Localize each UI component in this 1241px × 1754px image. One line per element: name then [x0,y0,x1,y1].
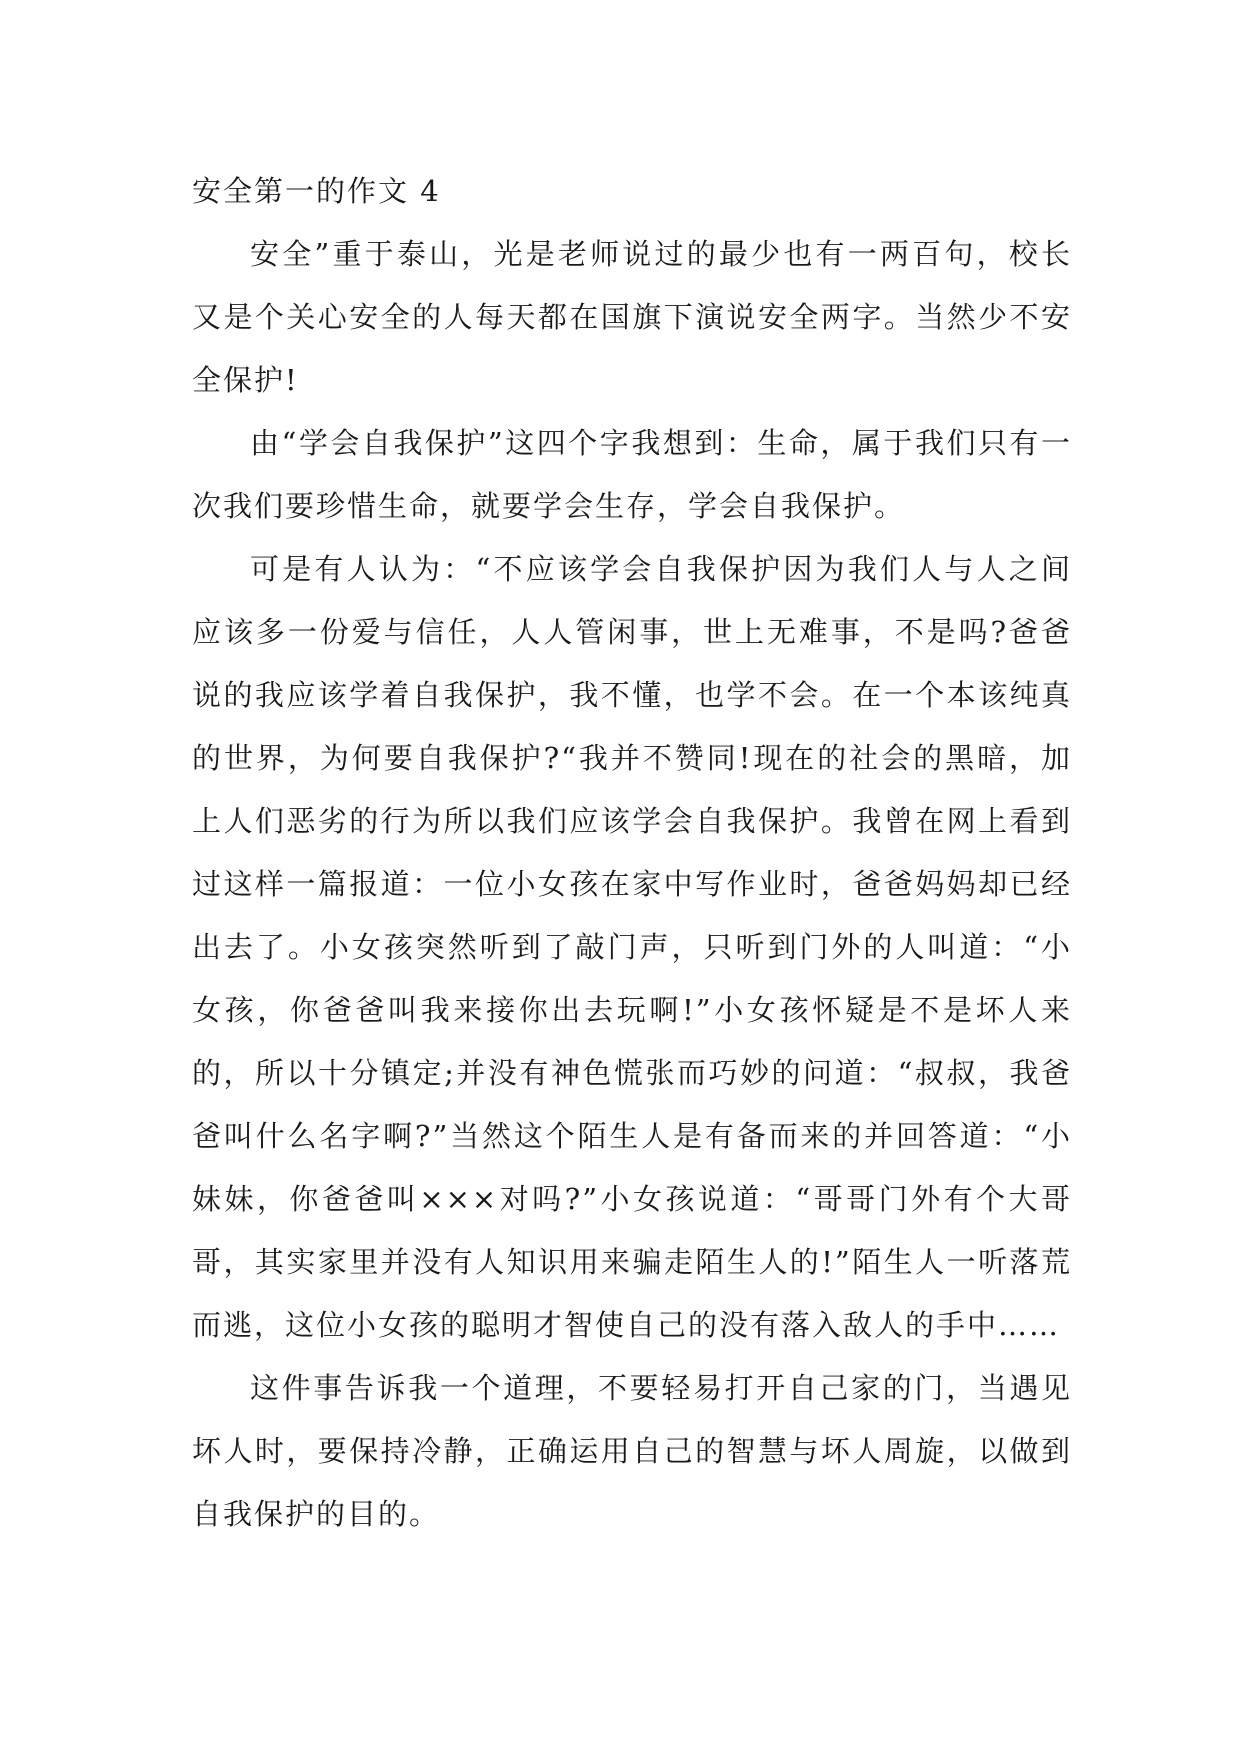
paragraph-2: 由“学会自我保护”这四个字我想到：生命，属于我们只有一次我们要珍惜生命，就要学会生存，学会自我保护。 [192,426,1072,523]
paragraph-1: 安全”重于泰山，光是老师说过的最少也有一两百句，校长又是个关心安全的人每天都在国旗下演说安全两字。当然少不安全保护! [192,237,1072,397]
document-body [192,160,1072,1546]
paragraph-3: 可是有人认为：“不应该学会自我保护因为我们人与人之间应该多一份爱与信任，人人管闲事，世上无难事，不是吗?爸爸说的我应该学着自我保护，我不懂，也学不会。在一个本该纯真的世界，为何要自我保护?“我并不赞同!现在的社会的黑暗，加上人们恶劣的行为所以我们应该学会自我保护。我曾在网上看到过这样一篇报道：一位小女孩在家中写作业时，爸爸妈妈却已经出去了。小女孩突然听到了敲门声，只听到门外的人叫道：“小女孩，你爸爸叫我来接你出去玩啊!”小女孩怀疑是不是坏人来的，所以十分镇定;并没有神色慌张而巧妙的问道：“叔叔，我爸爸叫什么名字啊?”当然这个陌生人是有备而来的并回答道：“小妹妹，你爸爸叫×××对吗?”小女孩说道：“哥哥门外有个大哥哥，其实家里并没有人知识用来骗走陌生人的!”陌生人一听落荒而逃，这位小女孩的聪明才智使自己的没有落入敌人的手中…… [192,552,1072,1342]
paragraph-4: 这件事告诉我一个道理，不要轻易打开自己家的门，当遇见坏人时，要保持冷静，正确运用自己的智慧与坏人周旋，以做到自我保护的目的。 [192,1371,1072,1531]
document-title: 安全第一的作文 4 [192,174,441,208]
